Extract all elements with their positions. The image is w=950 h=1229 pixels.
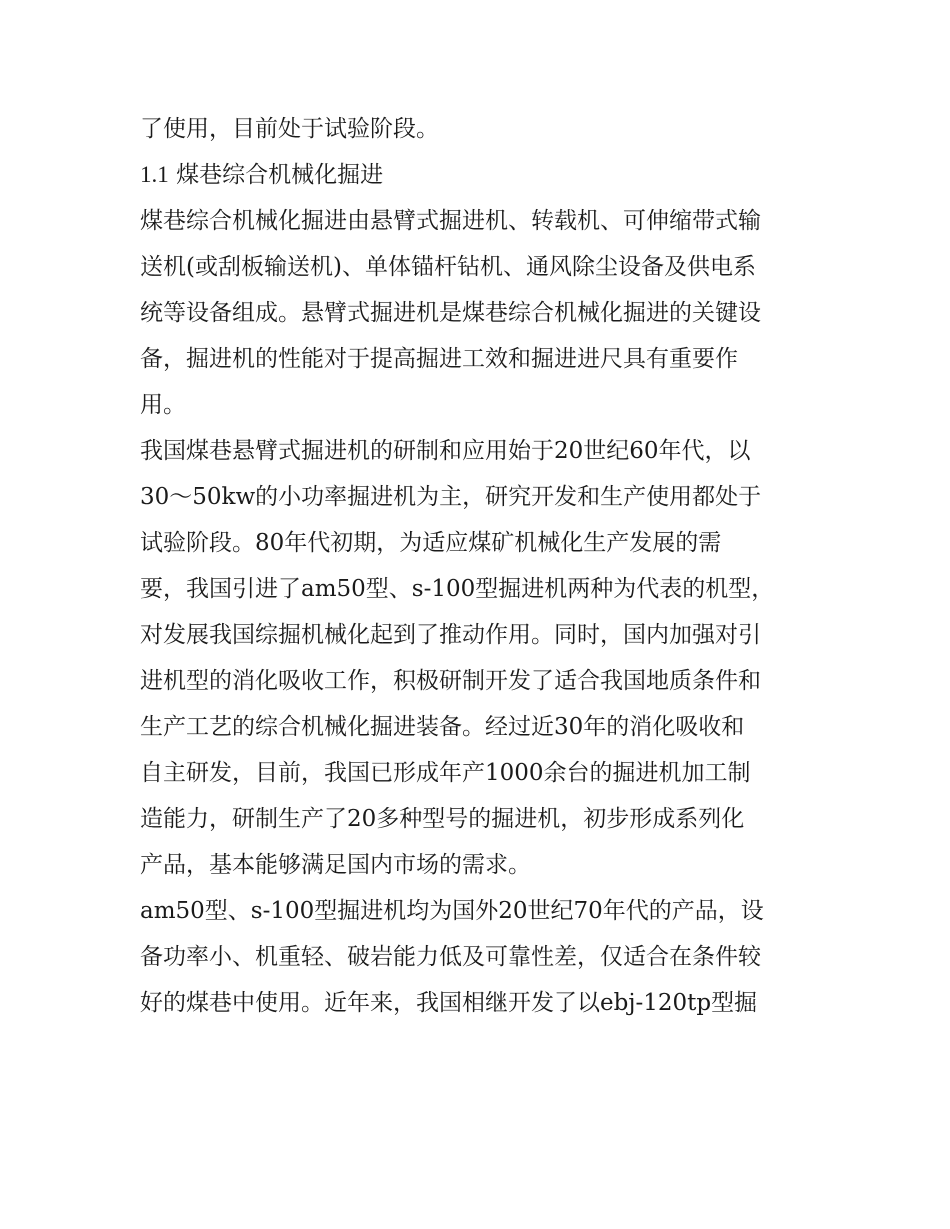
paragraph-2-line-2: 30～50kw的小功率掘进机为主，研究开发和生产使用都处于 [140, 484, 762, 510]
paragraph-2-line-7: 生产工艺的综合机械化掘进装备。经过近30年的消化吸收和 [140, 714, 745, 740]
document-body [140, 106, 820, 1026]
paragraph-3-line-3: 好的煤巷中使用。近年来，我国相继开发了以ebj-120tp型掘 [140, 990, 758, 1016]
section-heading [140, 152, 820, 198]
paragraph-2-line-8: 自主研发，目前，我国已形成年产1000余台的掘进机加工制 [140, 760, 751, 786]
paragraph-1-line-4: 备，掘进机的性能对于提高掘进工效和掘进进尺具有重要作 [140, 346, 738, 372]
paragraph-2-line-4: 要，我国引进了am50型、s-100型掘进机两种为代表的机型， [140, 576, 775, 602]
paragraph-2-line-6: 进机型的消化吸收工作，积极研制开发了适合我国地质条件和 [140, 668, 761, 694]
paragraph-2-line-9: 造能力，研制生产了20多种型号的掘进机，初步形成系列化 [140, 806, 745, 832]
paragraph-2-line-5: 对发展我国综掘机械化起到了推动作用。同时，国内加强对引 [140, 622, 761, 648]
section-number: 1.1 [140, 162, 169, 187]
intro-line: 了使用，目前处于试验阶段。 [140, 116, 439, 142]
paragraph-1-line-1: 煤巷综合机械化掘进由悬臂式掘进机、转载机、可伸缩带式输 [140, 208, 761, 234]
paragraph-1-line-3: 统等设备组成。悬臂式掘进机是煤巷综合机械化掘进的关键设 [140, 300, 761, 326]
paragraph-3-line-2: 备功率小、机重轻、破岩能力低及可靠性差，仅适合在条件较 [140, 944, 761, 970]
paragraph-2-line-1: 我国煤巷悬臂式掘进机的研制和应用始于20世纪60年代，以 [140, 438, 751, 464]
paragraph-1-line-2: 送机(或刮板输送机)、单体锚杆钻机、通风除尘设备及供电系 [140, 254, 756, 280]
paragraph-2-line-3: 试验阶段。80年代初期，为适应煤矿机械化生产发展的需 [140, 530, 722, 556]
section-title: 煤巷综合机械化掘进 [176, 162, 384, 188]
paragraph-1-line-5: 用。 [140, 392, 186, 418]
paragraph-2-line-10: 产品，基本能够满足国内市场的需求。 [140, 852, 531, 878]
paragraph-3-line-1: am50型、s-100型掘进机均为国外20世纪70年代的产品，设 [140, 898, 764, 924]
